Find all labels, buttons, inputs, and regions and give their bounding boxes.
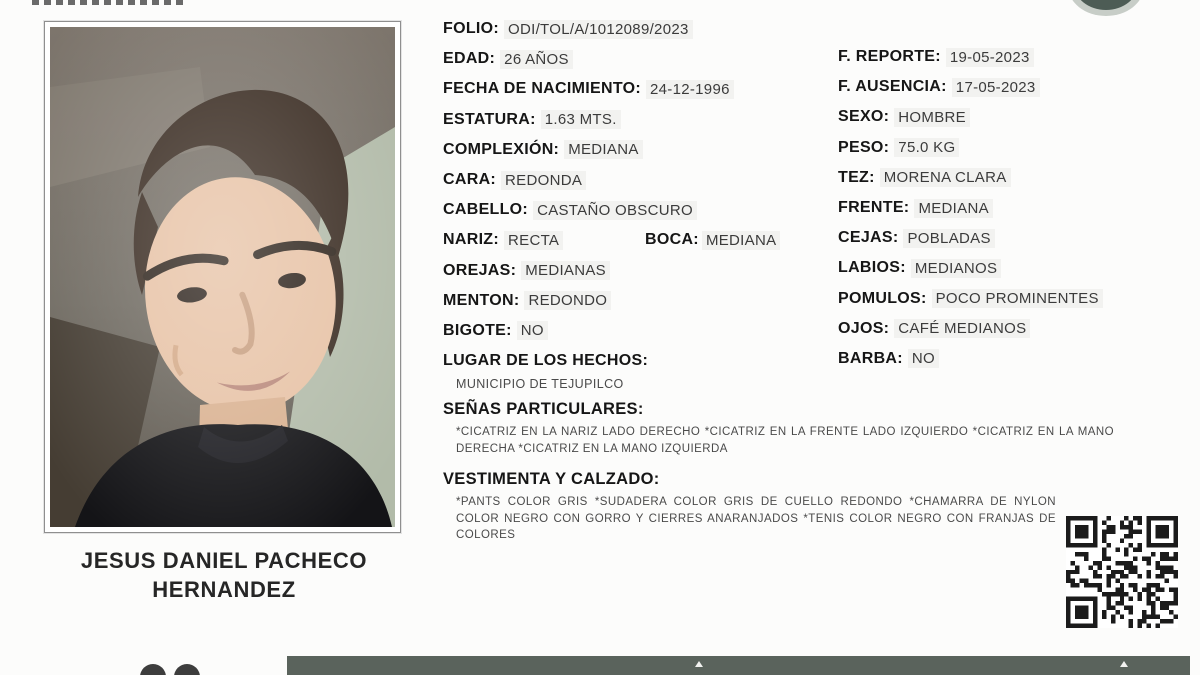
vestimenta-text: *PANTS COLOR GRIS *SUDADERA COLOR GRIS DE CUELLO REDONDO *CHAMARRA DE NYLON COLOR NEGRO CON GORRO Y CIERRES ANARANJADOS *TENIS COLOR NEGRO CON FRANJAS DE COLORES [456, 496, 1056, 541]
person-name-line2: HERNANDEZ [152, 577, 296, 602]
field-value: 1.63 MTS. [541, 110, 621, 129]
field-value: MORENA CLARA [880, 168, 1011, 187]
field-label: BIGOTE: [443, 321, 512, 339]
field-value: 17-05-2023 [952, 78, 1040, 97]
field-row [838, 42, 1198, 72]
field-value: 19-05-2023 [946, 48, 1034, 67]
field-row [838, 193, 1198, 223]
field-value: HOMBRE [894, 108, 970, 127]
footer-divider-caret [1120, 661, 1128, 667]
field-label: CEJAS: [838, 229, 899, 247]
field-label: FECHA DE NACIMIENTO: [443, 80, 641, 98]
field-label: BOCA: [645, 231, 699, 249]
field-value: MEDIANA [702, 231, 780, 250]
field-value: POCO PROMINENTES [932, 289, 1103, 308]
senas-particulares-text: *CICATRIZ EN LA NARIZ LADO DERECHO *CICATRIZ EN LA FRENTE LADO IZQUIERDO *CICATRIZ EN LA MANO DERECHA *CICATRIZ EN LA MANO IZQUIERDA [456, 426, 1114, 455]
field-value: ODI/TOL/A/1012089/2023 [504, 20, 693, 39]
logo-letter-fragment [140, 664, 166, 675]
field-row [838, 284, 1198, 314]
field-value: 24-12-1996 [646, 80, 734, 99]
lugar-de-los-hechos-value: MUNICIPIO DE TEJUPILCO [456, 377, 624, 391]
field-row [443, 14, 1123, 44]
field-label: F. REPORTE: [838, 48, 941, 66]
field-label: LUGAR DE LOS HECHOS: [443, 352, 649, 370]
field-row [838, 72, 1198, 102]
field-value: MEDIANOS [911, 259, 1001, 278]
field-value: NO [517, 321, 548, 340]
field-value: REDONDA [501, 171, 586, 190]
field-value: CAFÉ MEDIANOS [894, 319, 1030, 338]
field-label: COMPLEXIÓN: [443, 140, 560, 158]
field-label: ESTATURA: [443, 110, 536, 128]
field-row [838, 102, 1198, 132]
field-label: CARA: [443, 171, 497, 189]
footer-bar [287, 656, 1190, 675]
details-sections [443, 376, 1143, 544]
field-label: SEXO: [838, 108, 890, 126]
portrait-illustration [50, 27, 395, 527]
logo-letter-fragment [174, 664, 200, 675]
field-row [838, 133, 1198, 163]
field-label: MENTON: [443, 291, 520, 309]
field-label: CABELLO: [443, 201, 529, 219]
qr-code-graphic [1066, 516, 1178, 628]
field-value: 26 AÑOS [500, 50, 573, 69]
missing-person-photo [44, 21, 401, 533]
field-row-secondary [645, 231, 780, 250]
field-row [838, 253, 1198, 283]
field-label: LABIOS: [838, 259, 906, 277]
field-label: F. AUSENCIA: [838, 78, 947, 96]
vestimenta-label: VESTIMENTA Y CALZADO: [443, 470, 660, 488]
field-label: TEZ: [838, 168, 875, 186]
field-label: FOLIO: [443, 20, 500, 38]
field-value: REDONDO [524, 291, 611, 310]
field-label: OREJAS: [443, 261, 517, 279]
cropped-footer-logo [138, 664, 248, 675]
person-name [18, 546, 430, 604]
field-value: MEDIANA [564, 140, 642, 159]
field-row [838, 223, 1198, 253]
field-label: OJOS: [838, 319, 890, 337]
person-name-line1: JESUS DANIEL PACHECO [80, 548, 368, 573]
field-value: NO [908, 349, 939, 368]
field-value: MEDIANA [914, 199, 992, 218]
field-value: POBLADAS [903, 229, 994, 248]
qr-code-icon [1066, 516, 1178, 628]
field-value: MEDIANAS [521, 261, 610, 280]
field-row [838, 163, 1198, 193]
senas-particulares-label: SEÑAS PARTICULARES: [443, 400, 644, 418]
field-label: FRENTE: [838, 199, 910, 217]
field-label: PESO: [838, 138, 890, 156]
field-label: NARIZ: [443, 231, 500, 249]
cropped-header-wordmark [32, 0, 184, 5]
details-column-right [838, 42, 1198, 374]
field-value: CASTAÑO OBSCURO [533, 201, 697, 220]
field-label: BARBA: [838, 349, 903, 367]
field-row [838, 314, 1198, 344]
field-row [838, 344, 1198, 374]
field-label: EDAD: [443, 50, 496, 68]
footer-divider-caret [695, 661, 703, 667]
field-value: RECTA [504, 231, 563, 250]
field-value: 75.0 KG [894, 138, 959, 157]
field-label: POMULOS: [838, 289, 927, 307]
